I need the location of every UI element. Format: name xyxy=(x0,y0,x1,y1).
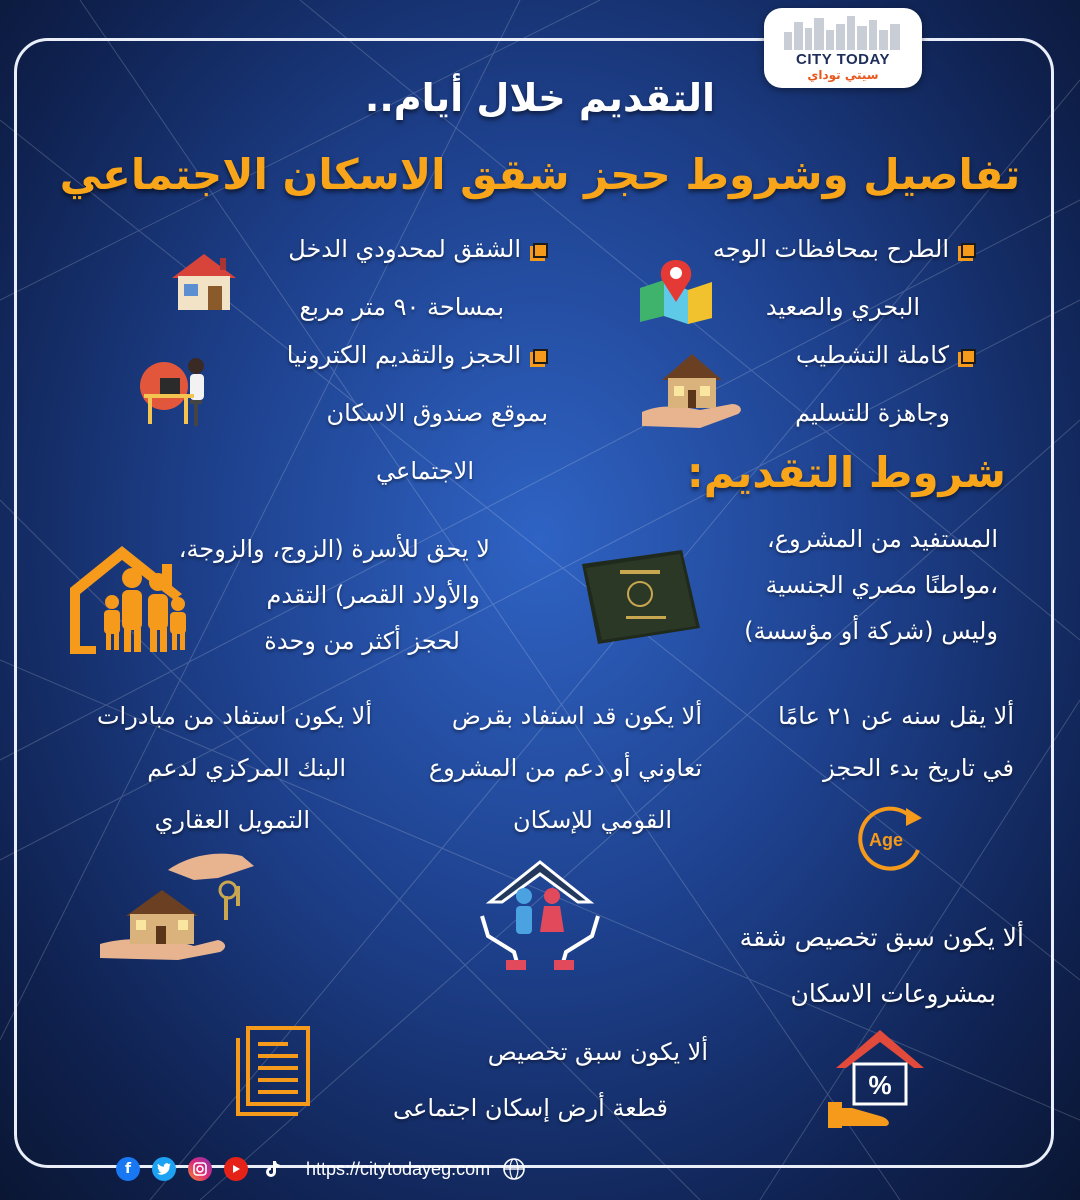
condition-initiative-line2: البنك المركزي لدعم xyxy=(147,754,346,782)
logo-text-en: CITY TODAY xyxy=(796,51,890,68)
bullet-icon xyxy=(961,243,976,258)
map-pin-icon xyxy=(636,258,716,324)
condition-prior-unit xyxy=(740,910,1024,1022)
family-house-icon xyxy=(66,542,190,654)
computer-user-icon xyxy=(134,352,214,432)
condition-loan-line3: القومي للإسكان xyxy=(513,806,672,834)
condition-prior-land-line1: ألا يكون سبق تخصيص xyxy=(487,1038,708,1066)
youtube-icon[interactable] xyxy=(224,1157,248,1181)
svg-text:%: % xyxy=(868,1070,892,1100)
logo-text-ar: سيتي توداي xyxy=(807,68,879,82)
condition-initiative-line3: التمويل العقاري xyxy=(154,806,310,834)
feature-offering xyxy=(713,220,976,336)
feature-booking-line3: الاجتماعي xyxy=(376,457,474,485)
skyline-icon xyxy=(782,16,904,50)
condition-family xyxy=(179,526,490,664)
page-title: التقديم خلال أيام.. xyxy=(364,76,716,120)
feature-offering-line1: الطرح بمحافظات الوجه xyxy=(712,235,949,263)
condition-family-line3: لحجز أكثر من وحدة xyxy=(264,627,460,655)
bullet-icon xyxy=(961,349,976,364)
condition-family-line1: لا يحق للأسرة (الزوج، والزوجة، xyxy=(178,535,490,563)
feature-units-line2: بمساحة ٩٠ متر مربع xyxy=(299,293,504,321)
condition-loan xyxy=(429,690,702,846)
condition-age-line1: ألا يقل سنه عن ٢١ عامًا xyxy=(778,702,1014,730)
bullet-icon xyxy=(533,349,548,364)
condition-prior-unit-line2: بمشروعات الاسكان xyxy=(790,979,996,1008)
feature-units-line1: الشقق لمحدودي الدخل xyxy=(288,235,521,263)
condition-age-line2: في تاريخ بدء الحجز xyxy=(823,754,1014,782)
condition-nationality-line1: المستفيد من المشروع، xyxy=(766,525,998,553)
age-icon-label: Age xyxy=(868,830,904,850)
feature-booking-line1: الحجز والتقديم الكترونيا xyxy=(286,341,521,369)
condition-initiative-line1: ألا يكون استفاد من مبادرات xyxy=(96,702,372,730)
condition-nationality-line3: وليس (شركة أو مؤسسة) xyxy=(744,617,998,645)
condition-prior-unit-line1: ألا يكون سبق تخصيص شقة xyxy=(739,923,1024,952)
condition-nationality xyxy=(744,516,998,654)
footer xyxy=(116,1156,526,1182)
facebook-icon[interactable]: f xyxy=(116,1157,140,1181)
house-icon xyxy=(168,250,240,312)
condition-loan-line2: تعاوني أو دعم من المشروع xyxy=(428,754,702,782)
condition-loan-line1: ألا يكون قد استفاد بقرض xyxy=(451,702,702,730)
condition-prior-land xyxy=(393,1024,708,1136)
house-percent-icon xyxy=(828,1024,928,1128)
feature-finishing-line2: وجاهزة للتسليم xyxy=(795,399,950,427)
house-in-hand-icon xyxy=(640,346,746,430)
feature-offering-line2: البحري والصعيد xyxy=(765,293,920,321)
passport-icon xyxy=(574,546,704,646)
feature-units xyxy=(288,220,548,336)
bullet-icon xyxy=(533,243,548,258)
condition-age xyxy=(778,690,1014,794)
feature-booking-line2: بموقع صندوق الاسكان xyxy=(326,399,548,427)
feature-finishing xyxy=(795,326,976,442)
document-icon xyxy=(234,1024,316,1116)
house-keys-icon xyxy=(98,850,254,960)
instagram-icon[interactable] xyxy=(188,1157,212,1181)
age-icon xyxy=(850,804,930,876)
globe-icon xyxy=(502,1157,526,1181)
feature-finishing-line1: كاملة التشطيب xyxy=(795,341,949,369)
family-care-icon xyxy=(478,856,602,974)
condition-nationality-line2: ،مواطنًا مصري الجنسية xyxy=(765,571,998,599)
condition-initiative xyxy=(97,690,372,846)
website-url[interactable]: https://citytodayeg.com xyxy=(306,1158,491,1179)
condition-family-line2: والأولاد القصر) التقدم xyxy=(266,581,480,609)
condition-prior-land-line2: قطعة أرض إسكان اجتماعى xyxy=(393,1094,668,1122)
feature-booking xyxy=(287,326,548,500)
page-subtitle: تفاصيل وشروط حجز شقق الاسكان الاجتماعي xyxy=(59,150,1021,199)
tiktok-icon[interactable] xyxy=(260,1157,284,1181)
conditions-heading: شروط التقديم: xyxy=(686,448,1006,497)
twitter-icon[interactable] xyxy=(152,1157,176,1181)
